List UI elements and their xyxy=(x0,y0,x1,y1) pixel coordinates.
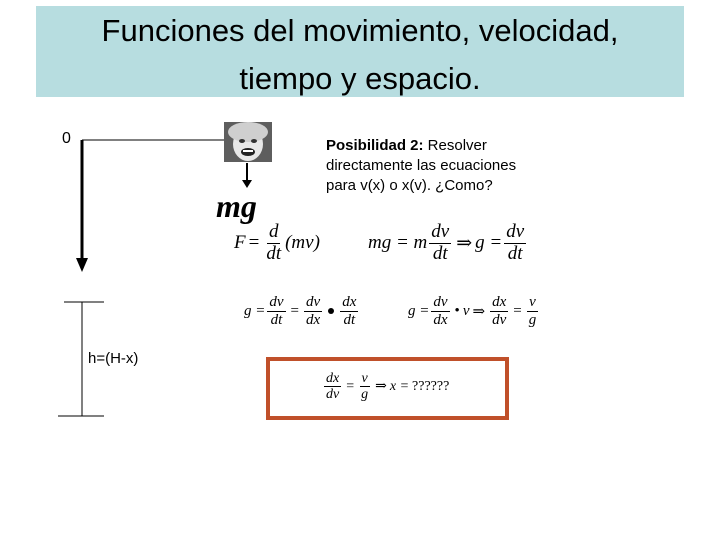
eq2-lhs: mg = m xyxy=(368,232,428,254)
equation-newton: F = $\frac{d}{dt}$ (mv) xyxy=(234,221,320,264)
multiply-dot xyxy=(328,308,334,314)
eq2-fraction: $\frac{dv}{dt}$ xyxy=(431,221,450,264)
fall-arrow-head xyxy=(76,258,88,272)
posibilidad-text-2: directamente las ecuaciones xyxy=(326,157,517,174)
slide-title-line-2: tiempo y espacio. xyxy=(239,61,481,96)
eq2-g: g = xyxy=(475,232,503,254)
posibilidad-heading: Posibilidad 2: xyxy=(326,137,424,154)
mg-label: mg xyxy=(216,188,257,224)
eq5-unknown: ?????? xyxy=(412,378,450,394)
equation-result: $\frac{dx}{dv}$ = $\frac{v}{g}$ ⇒ x = ?????? xyxy=(326,371,450,403)
equation-chain-rule: g = $\frac{dv}{dt}$ = $\frac{dv}{dx}$ $\frac{dx}{dt}$ xyxy=(244,294,357,328)
eq4-v: v xyxy=(462,302,470,319)
posibilidad-text-1: Resolver xyxy=(423,137,487,154)
equation-acceleration: mg = m $\frac{dv}{dt}$ ⇒ g = $\frac{dv}{dt}$ xyxy=(368,221,525,264)
mg-arrow-head xyxy=(242,180,252,188)
eq1-momentum: (mv) xyxy=(285,232,320,254)
eq3-g: g = xyxy=(244,302,266,319)
height-label: h=(H-x) xyxy=(88,350,139,367)
eq2-fraction-2: $\frac{dv}{dt}$ xyxy=(506,221,525,264)
eq1-derivative: $\frac{d}{dt}$ xyxy=(266,221,282,264)
eq5-x: x = xyxy=(389,378,410,394)
zero-label: 0 xyxy=(62,130,71,147)
equation-velocity-relation: g = $\frac{dv}{dx}$ • v ⇒ $\frac{dx}{dv}$ = $\frac{v}{g}$ xyxy=(408,294,537,328)
falling-person-photo xyxy=(224,122,272,162)
posibilidad-text xyxy=(326,136,516,196)
eq1-lhs: F xyxy=(234,232,246,254)
slide-title-line-1: Funciones del movimiento, velocidad, xyxy=(101,13,619,48)
posibilidad-text-3: para v(x) o x(v). ¿Como? xyxy=(326,177,493,194)
eq4-g: g = xyxy=(408,302,430,319)
